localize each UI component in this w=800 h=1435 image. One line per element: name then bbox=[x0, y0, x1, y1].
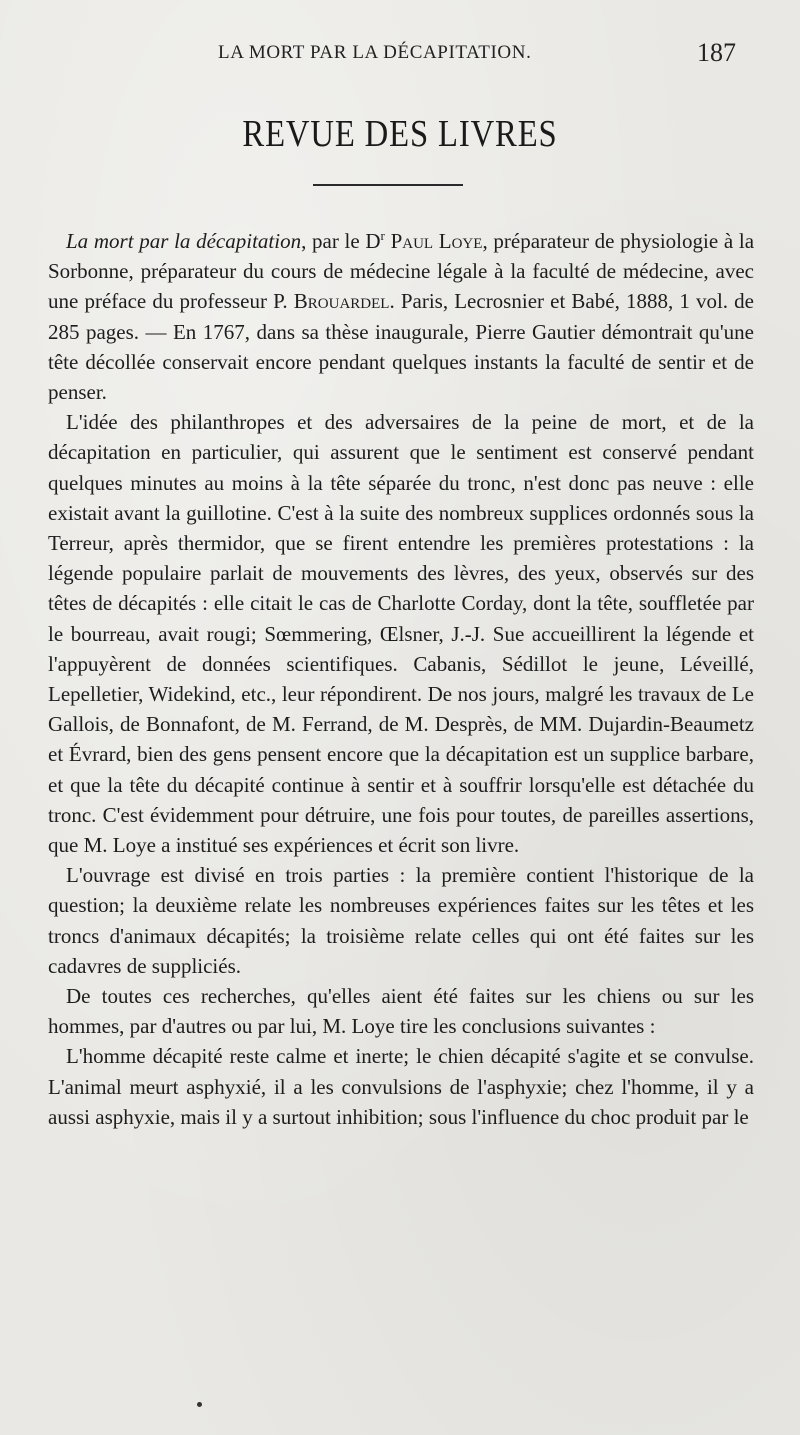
preface-author: Brouardel bbox=[293, 289, 390, 314]
section-title: REVUE DES LIVRES bbox=[242, 113, 558, 155]
paragraph: L'idée des philanthropes et des adversaires de la peine de mort, et de la décapitation en particulier, qui assurent que le sentiment est conservé pendant quelques minutes au moins à la tête séparée du tronc, n'est donc pas neuve : elle existait avant la guillotine. C'est à la suite des nombreux supplices ordonnés sous la Terreur, après thermidor, que se firent entendre les premières protestations : la légende populaire parlait de mouvements des lèvres, des yeux, observés sur des têtes de décapités : elle citait le cas de Charlotte Corday, dont la tête, souffletée par le bourreau, avait rougi; Sœmmering, Œlsner, J.-J. Sue accueillirent la légende et l'appuyèrent de données scientifiques. Cabanis, Sédillot le jeune, Léveillé, Lepelletier, Widekind, etc., leur répondirent. De nos jours, malgré les travaux de Le Gallois, de Bonnafont, de M. Ferrand, de M. Desprès, de MM. Dujardin-Beaumetz et Évrard, bien des gens pensent encore que la décapitation est un supplice barbare, et que la tête du décapité continue à sentir et à souffrir lorsqu'elle est détachée du tronc. C'est évidemment pour détruire, une fois pour toutes, de pareilles assertions, que M. Loye a institué ses expériences et écrit son livre. bbox=[48, 410, 754, 858]
author-name: Paul Loye bbox=[390, 229, 483, 253]
doctor-superscript: r bbox=[380, 228, 385, 243]
running-header bbox=[0, 38, 800, 68]
print-speck bbox=[197, 1402, 202, 1407]
book-title: La mort par la décapitation bbox=[66, 229, 302, 253]
citation-by: , par le D bbox=[301, 229, 381, 253]
paragraph: L'homme décapité reste calme et inerte; le chien décapité s'agite et se convulse. L'animal meurt asphyxié, il a les convulsions de l'asphyxie; chez l'homme, il y a aussi asphyxie, mais il y a surtout inhibition; sous l'influence du choc produit par le bbox=[48, 1044, 754, 1129]
review-body bbox=[48, 226, 754, 1132]
title-rule bbox=[313, 184, 463, 186]
page-number: 187 bbox=[697, 38, 736, 67]
running-title: LA MORT PAR LA DÉCAPITATION. bbox=[218, 42, 532, 63]
publication-info: . Paris, Lecrosnier et Babé, 1888, 1 vol. de 285 pages. — En 1767, dans sa thèse inaugurale, Pierre Gautier démontrait qu'une tête décollée conservait encore pendant quelques instants la faculté de sentir et de penser. bbox=[48, 289, 754, 405]
paragraph: L'ouvrage est divisé en trois parties : la première contient l'historique de la question; la deuxième relate les nombreuses expériences faites sur les têtes et les troncs d'animaux décapités; la troisième relate celles qui ont été faites sur les cadavres de suppliciés. bbox=[48, 863, 754, 978]
author-description: , préparateur de physiologie à la Sorbonne, préparateur du cours de médecine légale à la faculté de médecine, avec une préface du professeur P. bbox=[48, 229, 755, 314]
paragraph: De toutes ces recherches, qu'elles aient été faites sur les chiens ou sur les hommes, par d'autres ou par lui, M. Loye tire les conclusions suivantes : bbox=[48, 984, 754, 1039]
review-citation-paragraph bbox=[48, 226, 754, 407]
